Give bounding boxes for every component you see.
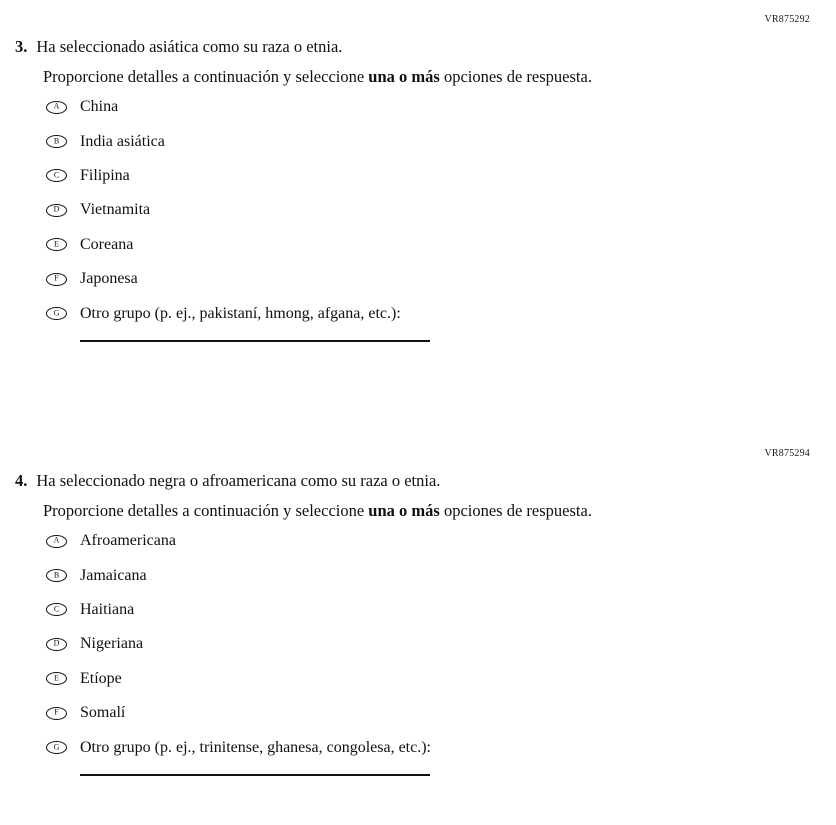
answer-bubble-icon[interactable] <box>46 741 67 754</box>
answer-bubble-icon[interactable] <box>46 135 67 148</box>
option-label: Etíope <box>80 669 122 687</box>
bubble-letter: E <box>54 239 59 249</box>
instruction-post: opciones de respuesta. <box>439 67 592 86</box>
instruction-bold: una o más <box>368 67 440 86</box>
option-row <box>46 296 430 330</box>
answer-bubble-icon[interactable] <box>46 204 67 217</box>
option-label: Jamaicana <box>80 566 147 584</box>
option-label: Nigeriana <box>80 635 144 653</box>
answer-bubble-icon[interactable] <box>46 169 67 182</box>
bubble-letter: F <box>54 707 59 717</box>
question-4-title: Ha seleccionado negra o afroamericana como su raza o etnia. <box>36 471 441 490</box>
other-group-write-in-q4[interactable] <box>80 774 430 776</box>
answer-bubble-icon[interactable] <box>46 101 67 114</box>
question-3-title: Ha seleccionado asiática como su raza o etnia. <box>36 37 343 56</box>
question-4-number: 4. <box>15 471 28 490</box>
question-4-options <box>46 524 431 776</box>
answer-bubble-icon[interactable] <box>46 707 67 720</box>
option-row <box>46 159 430 193</box>
bubble-letter: A <box>53 101 60 111</box>
option-row <box>46 593 431 627</box>
answer-bubble-icon[interactable] <box>46 569 67 582</box>
answer-bubble-icon[interactable] <box>46 603 67 616</box>
answer-bubble-icon[interactable] <box>46 672 67 685</box>
option-label: Filipina <box>80 166 130 184</box>
option-row <box>46 228 430 262</box>
bubble-letter: C <box>53 604 60 614</box>
form-code-q3: VR875292 <box>764 14 810 25</box>
option-row <box>46 90 430 124</box>
bubble-letter: A <box>53 535 60 545</box>
option-row <box>46 627 431 661</box>
answer-bubble-icon[interactable] <box>46 238 67 251</box>
option-row <box>46 662 431 696</box>
option-label: Afroamericana <box>80 532 176 550</box>
option-label: China <box>80 98 119 116</box>
answer-bubble-icon[interactable] <box>46 273 67 286</box>
option-row <box>46 193 430 227</box>
question-3-title-line <box>15 37 342 57</box>
bubble-letter: D <box>53 638 60 648</box>
instruction-post: opciones de respuesta. <box>439 501 592 520</box>
bubble-letter: G <box>53 308 60 318</box>
bubble-letter: F <box>54 273 59 283</box>
question-3-number: 3. <box>15 37 28 56</box>
answer-bubble-icon[interactable] <box>46 638 67 651</box>
bubble-letter: B <box>53 136 60 146</box>
form-code-q4: VR875294 <box>764 448 810 459</box>
option-row <box>46 558 431 592</box>
instruction-pre: Proporcione detalles a continuación y seleccione <box>43 67 369 86</box>
instruction-bold: una o más <box>368 501 440 520</box>
option-label: Otro grupo (p. ej., pakistaní, hmong, afgana, etc.): <box>80 304 401 322</box>
question-3-options <box>46 90 430 342</box>
option-row <box>46 524 431 558</box>
option-label: Haitiana <box>80 600 135 618</box>
question-4-instruction <box>43 501 592 521</box>
option-label: Japonesa <box>80 270 138 288</box>
question-3-instruction <box>43 67 592 87</box>
question-4-title-line <box>15 471 440 491</box>
option-row <box>46 124 430 158</box>
option-label: Coreana <box>80 235 134 253</box>
bubble-letter: D <box>53 204 60 214</box>
bubble-letter: B <box>53 570 60 580</box>
bubble-letter: G <box>53 742 60 752</box>
option-row <box>46 262 430 296</box>
option-label: Vietnamita <box>80 201 151 219</box>
option-label: Somalí <box>80 704 126 722</box>
option-label: Otro grupo (p. ej., trinitense, ghanesa, congolesa, etc.): <box>80 738 431 756</box>
option-row <box>46 696 431 730</box>
bubble-letter: C <box>53 170 60 180</box>
answer-bubble-icon[interactable] <box>46 535 67 548</box>
instruction-pre: Proporcione detalles a continuación y seleccione <box>43 501 369 520</box>
answer-bubble-icon[interactable] <box>46 307 67 320</box>
other-group-write-in-q3[interactable] <box>80 340 430 342</box>
option-label: India asiática <box>80 132 165 150</box>
bubble-letter: E <box>54 673 59 683</box>
option-row <box>46 730 431 764</box>
